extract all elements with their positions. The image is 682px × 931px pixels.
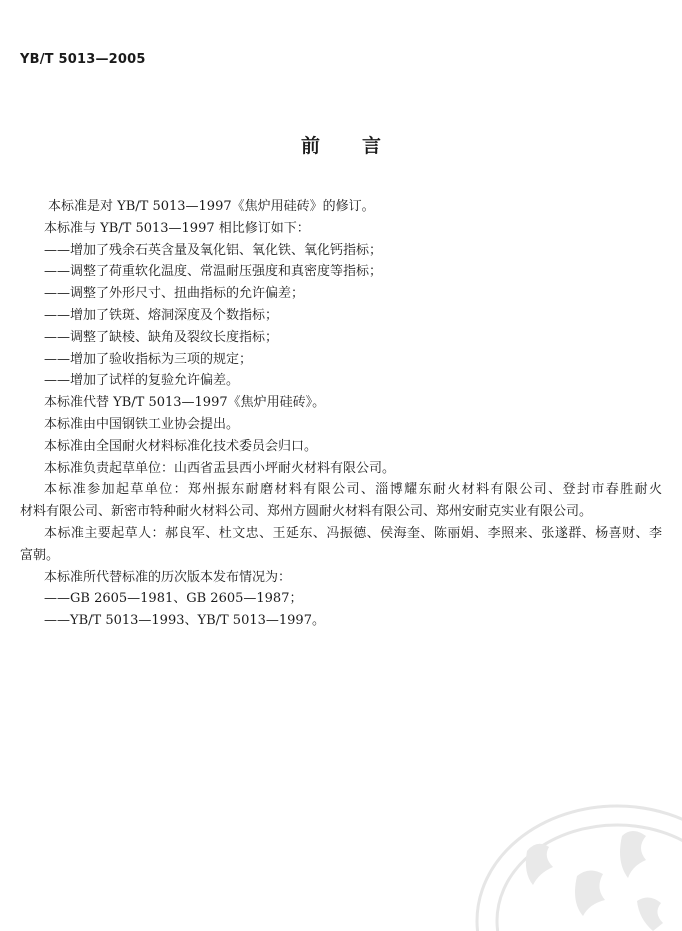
paragraph-main-drafters-cont: 富朝。: [20, 547, 60, 563]
title-part-2: 言: [362, 135, 382, 157]
paragraph-participating-units: 本标准参加起草单位：郑州振东耐磨材料有限公司、淄博耀东耐火材料有限公司、登封市春胜耐火: [44, 482, 662, 498]
change-item: ——增加了残余石英含量及氧化铝、氧化铁、氧化钙指标；: [44, 242, 383, 258]
history-item: ——YB/T 5013—1993、YB/T 5013—1997。: [44, 613, 325, 629]
paragraph-main-drafter-unit: 本标准负责起草单位：山西省盂县西小坪耐火材料有限公司。: [44, 460, 396, 476]
history-item: ——GB 2605—1981、GB 2605—1987；: [44, 591, 303, 607]
paragraph-history-intro: 本标准所代替标准的历次版本发布情况为：: [44, 569, 292, 585]
paragraph-proposed-by: 本标准由中国钢铁工业协会提出。: [44, 416, 240, 432]
doc-code: YB/T 5013—2005: [20, 52, 146, 67]
paragraph-replaces: 本标准代替 YB/T 5013—1997《焦炉用硅砖》。: [44, 395, 326, 411]
change-item: ——增加了铁斑、熔洞深度及个数指标；: [44, 307, 279, 323]
title-part-1: 前: [300, 135, 320, 157]
paragraph-centralized-by: 本标准由全国耐火材料标准化技术委员会归口。: [44, 438, 318, 454]
watermark-seal-icon: [467, 781, 682, 931]
paragraph-revision: 本标准是对 YB/T 5013—1997《焦炉用硅砖》的修订。: [48, 199, 375, 214]
document-body: [20, 196, 662, 632]
paragraph-changes-intro: 本标准与 YB/T 5013—1997 相比修订如下：: [44, 220, 310, 236]
paragraph-participating-units-cont: 材料有限公司、新密市特种耐火材料公司、郑州方圆耐火材料有限公司、郑州安耐克实业有限公司。: [20, 504, 593, 520]
page-title: [0, 131, 682, 158]
change-item: ——增加了试样的复验允许偏差。: [44, 373, 240, 389]
paragraph-main-drafters: 本标准主要起草人：郝良军、杜文忠、王延东、冯振德、侯海奎、陈丽娟、李照来、张遂群、杨喜财、李: [44, 525, 662, 541]
change-item: ——调整了荷重软化温度、常温耐压强度和真密度等指标；: [44, 264, 383, 280]
change-item: ——增加了验收指标为三项的规定；: [44, 351, 253, 367]
change-item: ——调整了外形尺寸、扭曲指标的允许偏差；: [44, 286, 305, 302]
change-item: ——调整了缺棱、缺角及裂纹长度指标；: [44, 329, 279, 345]
